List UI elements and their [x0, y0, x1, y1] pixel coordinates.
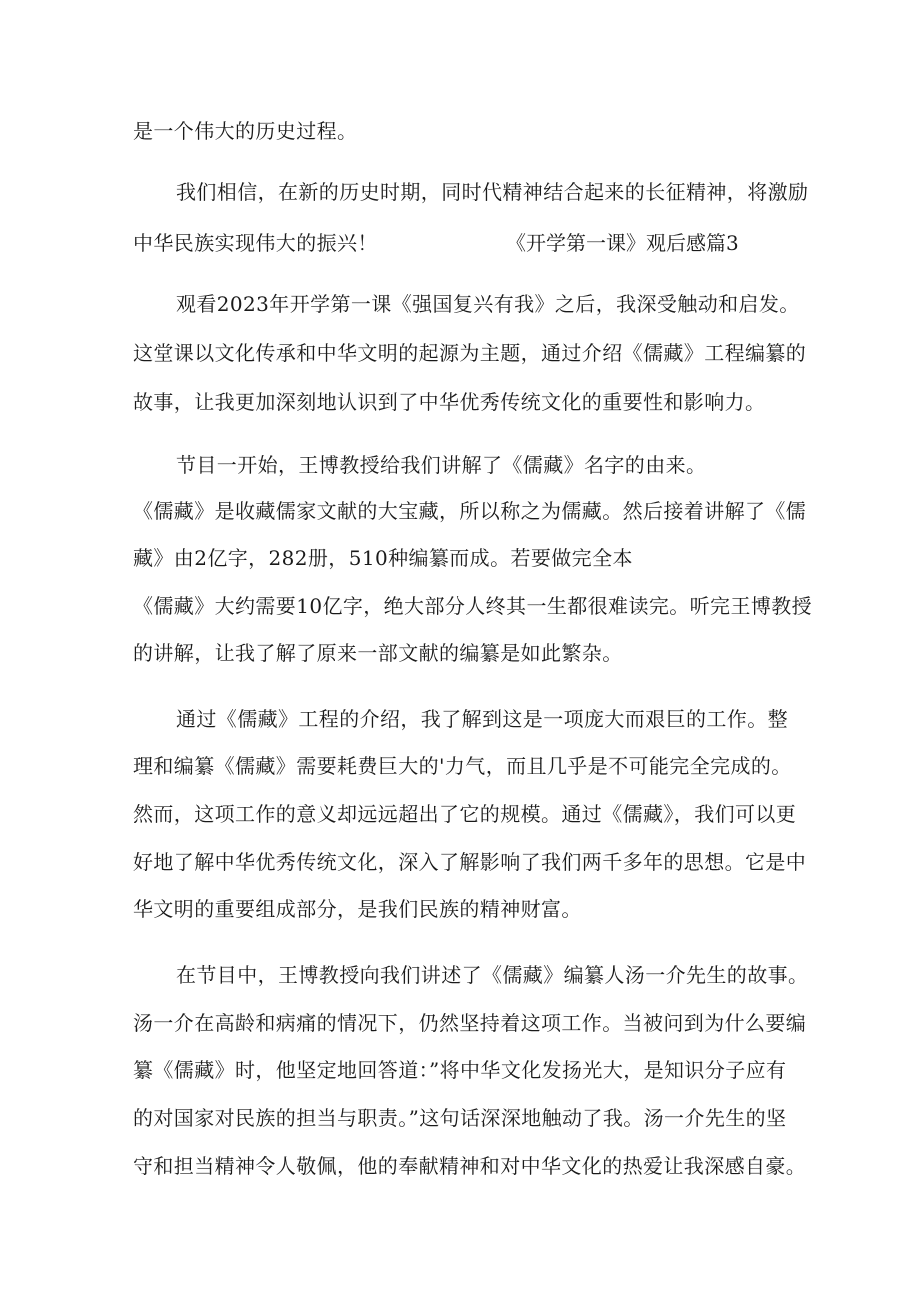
section-title: 《开学第一课》观后感篇3 [506, 231, 739, 255]
text-line: 观看2023年开学第一课《强国复兴有我》之后，我深受触动和启发。 [176, 292, 800, 316]
text-line: 故事，让我更加深刻地认识到了中华优秀传统文化的重要性和影响力。 [133, 390, 766, 414]
text-line: 节目一开始，王博教授给我们讲解了《儒藏》名字的由来。 [176, 453, 707, 477]
text-line: 是一个伟大的历史过程。 [133, 119, 358, 143]
text-line: 我们相信，在新的历史时期，同时代精神结合起来的长征精神，将激励 [176, 180, 809, 204]
text-line: 守和担当精神令人敬佩，他的奉献精神和对中华文化的热爱让我深感自豪。 [133, 1154, 807, 1178]
text-line: 《儒藏》是收藏儒家文献的大宝藏，所以称之为儒藏。然后接着讲解了《儒 [133, 499, 807, 523]
text-line: 理和编纂《儒藏》需要耗费巨大的'力气，而且几乎是不可能完全完成的。 [133, 754, 792, 778]
text-line: 中华民族实现伟大的振兴！ [133, 231, 378, 255]
text-line: 藏》由2亿字，282册，510种编纂而成。若要做完全本 [133, 546, 633, 570]
text-line: 然而，这项工作的意义却远远超出了它的规模。通过《儒藏》，我们可以更 [133, 802, 797, 826]
text-line: 纂《儒藏》时，他坚定地回答道：”将中华文化发扬光大，是知识分子应有 [133, 1058, 787, 1082]
text-line: 《儒藏》大约需要10亿字，绝大部分人终其一生都很难读完。听完王博教授 [133, 594, 813, 618]
text-line: 在节目中，王博教授向我们讲述了《儒藏》编纂人汤一介先生的故事。 [176, 963, 809, 987]
text-line: 汤一介在高龄和病痛的情况下，仍然坚持着这项工作。当被问到为什么要编 [133, 1011, 807, 1035]
text-line: 的讲解，让我了解了原来一部文献的编纂是如此繁杂。 [133, 641, 623, 665]
text-line: 通过《儒藏》工程的介绍，我了解到这是一项庞大而艰巨的工作。整 [176, 707, 788, 731]
text-line: 华文明的重要组成部分，是我们民族的精神财富。 [133, 897, 582, 921]
text-line: 的对国家对民族的担当与职责。”这句话深深地触动了我。汤一介先生的坚 [133, 1106, 787, 1130]
text-line: 好地了解中华优秀传统文化，深入了解影响了我们两千多年的思想。它是中 [133, 850, 807, 874]
text-line: 这堂课以文化传承和中华文明的起源为主题，通过介绍《儒藏》工程编纂的 [133, 341, 807, 365]
